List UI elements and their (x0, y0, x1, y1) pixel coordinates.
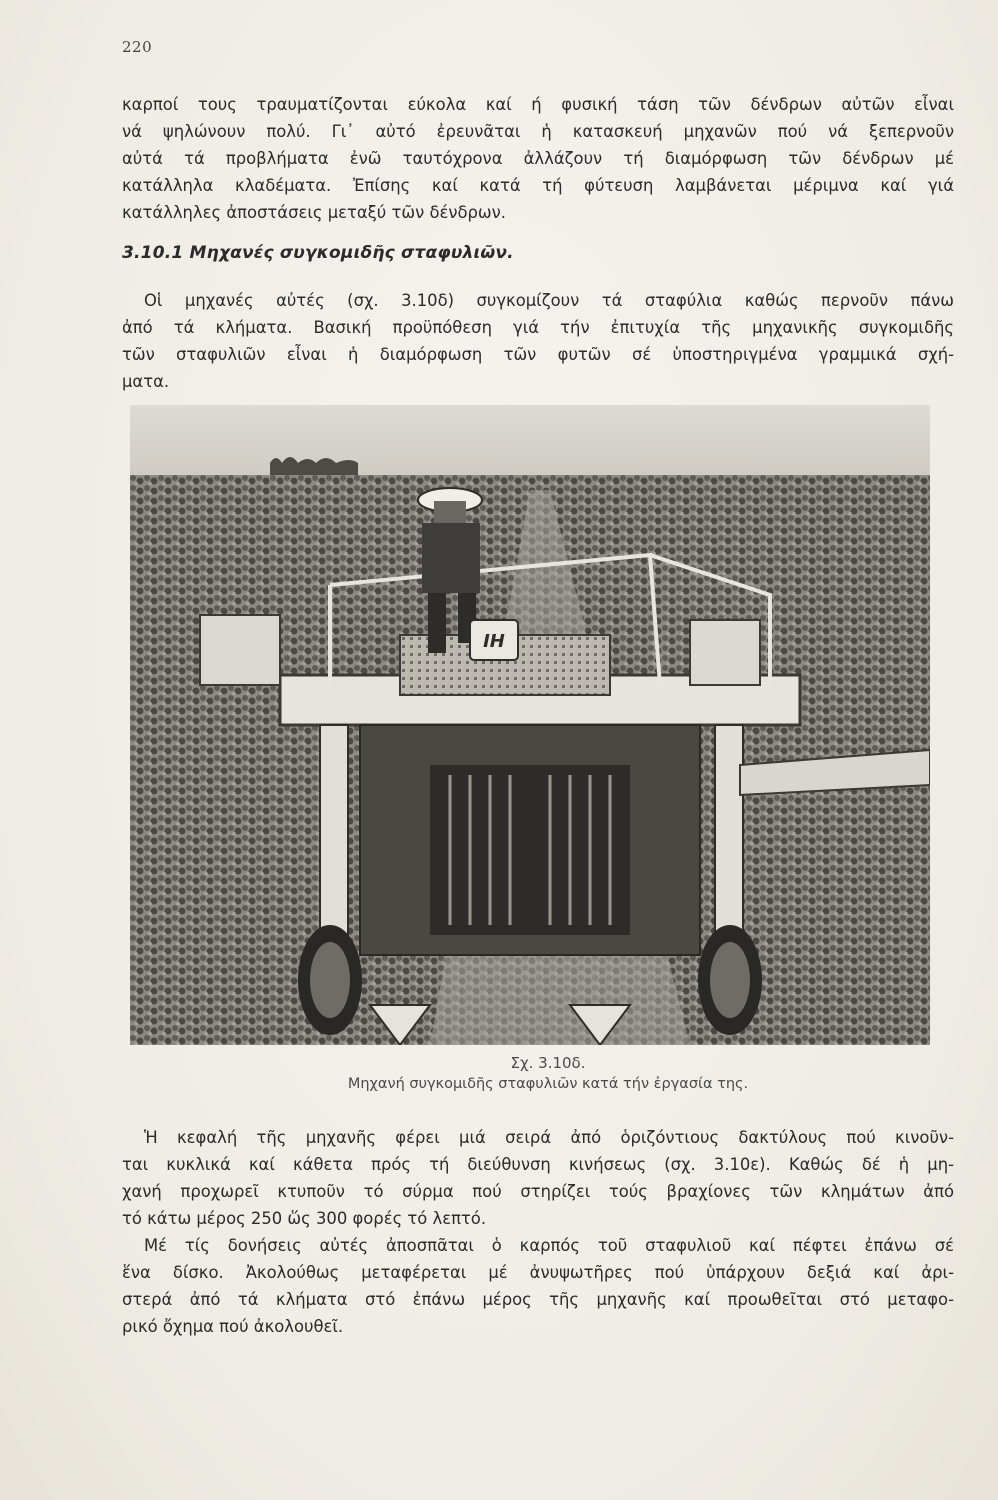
text-line: στερά ἀπό τά κλήματα στό ἐπάνω μέρος τῆς μηχανῆς καί προωθεῖται στό μεταφο- (122, 1290, 954, 1309)
sky (130, 405, 930, 480)
text-line: ἕνα δίσκο. Ἀκολούθως μεταφέρεται μέ ἀνυψωτῆρες πού ὑπάρχουν δεξιά καί ἀρι- (122, 1263, 954, 1282)
text-line: ρικό ὄχημα πού ἀκολουθεῖ. (122, 1317, 344, 1336)
operator-body (422, 523, 480, 593)
figure-photo-grape-harvester (130, 405, 930, 1045)
text-line: τῶν σταφυλιῶν εἶναι ἡ διαμόρφωση τῶν φυτῶν σέ ὑποστηριγμένα γραμμικά σχή- (122, 345, 954, 364)
left-leg (320, 725, 348, 935)
text-line: κατάλληλες ἀποστάσεις μεταξύ τῶν δένδρων. (122, 203, 507, 222)
text-line: χανή προχωρεῖ κτυποῦν τό σύρμα πού στηρίζει τούς βραχίονες τῶν κλημάτων ἀπό (122, 1182, 954, 1201)
shaker-tunnel (430, 765, 630, 935)
text-line: ματα. (122, 372, 170, 391)
page-number: 220 (122, 38, 153, 56)
text-line: ἀπό τά κλήματα. Βασική προϋπόθεση γιά τήν ἐπιτυχία τῆς μηχανικῆς συγκομιδῆς (122, 318, 954, 337)
left-wheel-hub (310, 942, 350, 1018)
figure-caption-text: Μηχανή συγκομιδῆς σταφυλιῶν κατά τήν ἐργασία της. (347, 1076, 749, 1092)
text-line: καρποί τους τραυματίζονται εύκολα καί ή φυσική τάση τῶν δένδρων αὐτῶν εἶναι (122, 95, 954, 114)
text-line: ται κυκλικά καί κάθετα πρός τή διεύθυνση κινήσεως (σχ. 3.10ε). Καθώς δέ ἡ μη- (122, 1155, 954, 1174)
text-line: αὐτά τά προβλήματα ἐνῶ ταυτόχρονα ἀλλάζουν τή διαμόρφωση τῶν δένδρων μέ (122, 149, 954, 168)
text-line: Μέ τίς δονήσεις αὐτές ἀποσπᾶται ὁ καρπός τοῦ σταφυλιοῦ καί πέφτει ἐπάνω σέ (144, 1236, 954, 1255)
text-line: Οἱ μηχανές αὐτές (σχ. 3.10δ) συγκομίζουν τά σταφύλια καθώς περνοῦν πάνω (144, 291, 954, 310)
paragraph-fruit-detachment (122, 1232, 954, 1340)
right-hopper (690, 620, 760, 685)
paragraph-intro (122, 91, 954, 226)
text-line: τό κάτω μέρος 250 ὥς 300 φορές τό λεπτό. (122, 1209, 487, 1228)
operator-head (434, 501, 466, 523)
right-leg (715, 725, 743, 935)
text-line: νά ψηλώνουν πολύ. Γι᾿ αὐτό ἐρευνᾶται ἡ κατασκευή μηχανῶν πού νά ξεπερνοῦν (122, 122, 954, 141)
harvester-photo-illustration (130, 405, 930, 1045)
operator-leg (428, 593, 446, 653)
paragraph-machine-head (122, 1124, 954, 1232)
text-line: Ἡ κεφαλή τῆς μηχανῆς φέρει μιά σειρά ἀπό ὁριζόντιους δακτύλους πού κινοῦν- (144, 1128, 954, 1147)
figure-caption-label: Σχ. 3.10δ. (510, 1054, 586, 1072)
paragraph-grape-harvesters (122, 287, 954, 395)
text-line: κατάλληλα κλαδέματα. Ἐπίσης καί κατά τή φύτευση λαμβάνεται μέριμνα καί γιά (122, 176, 954, 195)
section-heading: 3.10.1 Μηχανές συγκομιδῆς σταφυλιῶν. (122, 243, 514, 263)
machine-logo-text: IH (483, 631, 505, 652)
left-hopper (200, 615, 280, 685)
right-wheel-hub (710, 942, 750, 1018)
